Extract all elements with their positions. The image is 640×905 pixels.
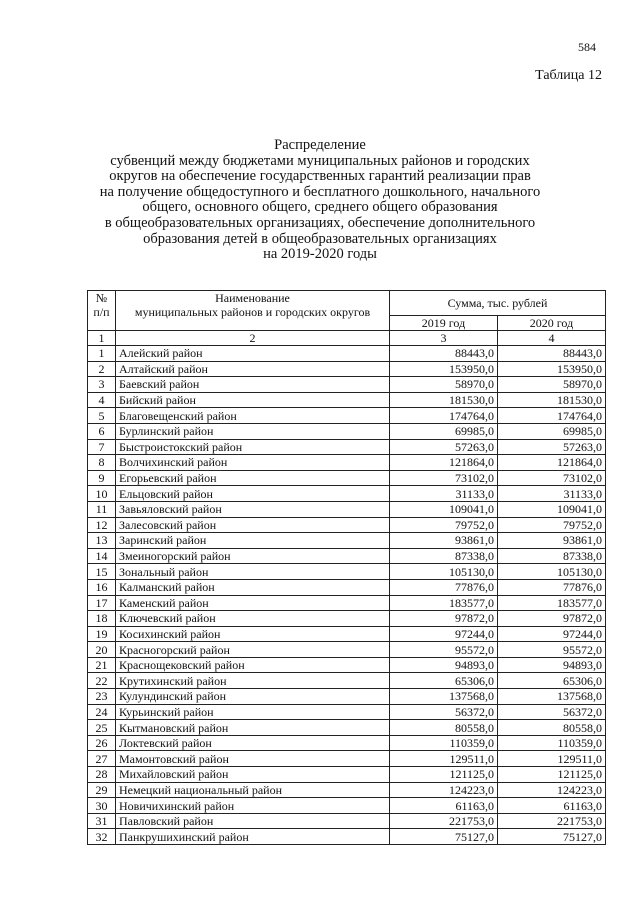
district-name: Залесовский район	[116, 517, 390, 533]
row-number: 6	[88, 423, 116, 439]
amount-2019: 105130,0	[390, 564, 498, 580]
amount-2020: 121125,0	[498, 767, 606, 783]
amount-2019: 95572,0	[390, 642, 498, 658]
row-number: 16	[88, 579, 116, 595]
district-name: Зональный район	[116, 564, 390, 580]
header-number	[88, 291, 116, 331]
district-name: Ключевский район	[116, 611, 390, 627]
row-number: 7	[88, 439, 116, 455]
amount-2020: 109041,0	[498, 501, 606, 517]
row-number: 29	[88, 782, 116, 798]
row-number: 9	[88, 470, 116, 486]
district-name: Мамонтовский район	[116, 751, 390, 767]
district-name: Михайловский район	[116, 767, 390, 783]
table-row	[88, 626, 606, 642]
title-line: общего, основного общего, среднего общего образования	[142, 199, 498, 216]
amount-2020: 58970,0	[498, 377, 606, 393]
district-name: Бийский район	[116, 392, 390, 408]
table-row	[88, 595, 606, 611]
row-number: 13	[88, 533, 116, 549]
row-number: 26	[88, 735, 116, 751]
subsidy-table	[87, 290, 606, 845]
amount-2020: 105130,0	[498, 564, 606, 580]
row-number: 11	[88, 501, 116, 517]
district-name: Курьинский район	[116, 704, 390, 720]
amount-2020: 129511,0	[498, 751, 606, 767]
district-name: Бурлинский район	[116, 423, 390, 439]
amount-2019: 79752,0	[390, 517, 498, 533]
amount-2020: 121864,0	[498, 455, 606, 471]
amount-2020: 79752,0	[498, 517, 606, 533]
table-row	[88, 439, 606, 455]
title-line: на получение общедоступного и бесплатного дошкольного, начального	[99, 183, 541, 200]
row-number: 14	[88, 548, 116, 564]
row-number: 19	[88, 626, 116, 642]
amount-2019: 87338,0	[390, 548, 498, 564]
amount-2020: 137568,0	[498, 689, 606, 705]
amount-2020: 183577,0	[498, 595, 606, 611]
table-row	[88, 751, 606, 767]
row-number: 31	[88, 813, 116, 829]
amount-2020: 57263,0	[498, 439, 606, 455]
district-name: Ельцовский район	[116, 486, 390, 502]
amount-2019: 121125,0	[390, 767, 498, 783]
amount-2020: 174764,0	[498, 408, 606, 424]
amount-2019: 110359,0	[390, 735, 498, 751]
row-number: 24	[88, 704, 116, 720]
district-name: Алтайский район	[116, 361, 390, 377]
column-number: 3	[390, 331, 498, 346]
table-row	[88, 564, 606, 580]
amount-2019: 124223,0	[390, 782, 498, 798]
district-name: Кулундинский район	[116, 689, 390, 705]
table-label: Таблица 12	[535, 68, 602, 83]
table-row	[88, 470, 606, 486]
header-name-line1: Наименование	[215, 291, 290, 305]
amount-2020: 61163,0	[498, 798, 606, 814]
row-number: 17	[88, 595, 116, 611]
district-name: Заринский район	[116, 533, 390, 549]
row-number: 22	[88, 673, 116, 689]
amount-2020: 65306,0	[498, 673, 606, 689]
table-row	[88, 408, 606, 424]
district-name: Благовещенский район	[116, 408, 390, 424]
district-name: Змеиногорский район	[116, 548, 390, 564]
title-line: на 2019-2020 годы	[263, 246, 377, 263]
amount-2019: 174764,0	[390, 408, 498, 424]
amount-2019: 88443,0	[390, 346, 498, 362]
district-name: Локтевский район	[116, 735, 390, 751]
amount-2020: 77876,0	[498, 579, 606, 595]
row-number: 5	[88, 408, 116, 424]
column-number: 2	[116, 331, 390, 346]
amount-2020: 110359,0	[498, 735, 606, 751]
table-row	[88, 735, 606, 751]
title-line: округов на обеспечение государственных гарантий реализации прав	[109, 168, 531, 185]
table-row	[88, 689, 606, 705]
table-row	[88, 704, 606, 720]
header-year-2019: 2019 год	[390, 316, 498, 331]
table-row	[88, 720, 606, 736]
amount-2020: 153950,0	[498, 361, 606, 377]
district-name: Быстроистокский район	[116, 439, 390, 455]
amount-2020: 221753,0	[498, 813, 606, 829]
page-number: 584	[578, 40, 596, 54]
amount-2020: 31133,0	[498, 486, 606, 502]
district-name: Баевский район	[116, 377, 390, 393]
row-number: 18	[88, 611, 116, 627]
header-name	[116, 291, 390, 331]
amount-2020: 73102,0	[498, 470, 606, 486]
table-row	[88, 829, 606, 845]
row-number: 2	[88, 361, 116, 377]
row-number: 32	[88, 829, 116, 845]
amount-2019: 121864,0	[390, 455, 498, 471]
amount-2020: 56372,0	[498, 704, 606, 720]
table-row	[88, 548, 606, 564]
header-year-2020: 2020 год	[498, 316, 606, 331]
row-number: 10	[88, 486, 116, 502]
table-row	[88, 813, 606, 829]
row-number: 8	[88, 455, 116, 471]
table-row	[88, 392, 606, 408]
amount-2019: 31133,0	[390, 486, 498, 502]
row-number: 15	[88, 564, 116, 580]
district-name: Панкрушихинский район	[116, 829, 390, 845]
amount-2020: 94893,0	[498, 657, 606, 673]
amount-2020: 93861,0	[498, 533, 606, 549]
district-name: Новичихинский район	[116, 798, 390, 814]
row-number: 4	[88, 392, 116, 408]
district-name: Красногорский район	[116, 642, 390, 658]
amount-2019: 97244,0	[390, 626, 498, 642]
amount-2020: 97872,0	[498, 611, 606, 627]
table-row	[88, 533, 606, 549]
district-name: Кытмановский район	[116, 720, 390, 736]
table-row	[88, 782, 606, 798]
amount-2020: 87338,0	[498, 548, 606, 564]
amount-2019: 80558,0	[390, 720, 498, 736]
column-number: 1	[88, 331, 116, 346]
row-number: 23	[88, 689, 116, 705]
amount-2020: 88443,0	[498, 346, 606, 362]
amount-2020: 181530,0	[498, 392, 606, 408]
row-number: 30	[88, 798, 116, 814]
table-row	[88, 455, 606, 471]
amount-2019: 57263,0	[390, 439, 498, 455]
amount-2020: 69985,0	[498, 423, 606, 439]
title-line: образования детей в общеобразовательных организациях	[143, 230, 497, 247]
table-row	[88, 767, 606, 783]
row-number: 3	[88, 377, 116, 393]
column-number-row	[88, 331, 606, 346]
table-row	[88, 361, 606, 377]
amount-2019: 75127,0	[390, 829, 498, 845]
amount-2019: 153950,0	[390, 361, 498, 377]
header-sum: Сумма, тыс. рублей	[390, 291, 606, 316]
amount-2019: 77876,0	[390, 579, 498, 595]
row-number: 12	[88, 517, 116, 533]
row-number: 21	[88, 657, 116, 673]
table-row	[88, 673, 606, 689]
amount-2019: 94893,0	[390, 657, 498, 673]
amount-2019: 181530,0	[390, 392, 498, 408]
amount-2019: 58970,0	[390, 377, 498, 393]
row-number: 28	[88, 767, 116, 783]
amount-2019: 73102,0	[390, 470, 498, 486]
district-name: Крутихинский район	[116, 673, 390, 689]
amount-2019: 221753,0	[390, 813, 498, 829]
table-row	[88, 642, 606, 658]
amount-2019: 183577,0	[390, 595, 498, 611]
district-name: Павловский район	[116, 813, 390, 829]
document-title	[80, 138, 560, 263]
table-row	[88, 423, 606, 439]
title-line: Распределение	[274, 137, 366, 153]
amount-2020: 80558,0	[498, 720, 606, 736]
amount-2019: 69985,0	[390, 423, 498, 439]
district-name: Егорьевский район	[116, 470, 390, 486]
district-name: Косихинский район	[116, 626, 390, 642]
table-row	[88, 611, 606, 627]
table-row	[88, 579, 606, 595]
district-name: Волчихинский район	[116, 455, 390, 471]
district-name: Алейский район	[116, 346, 390, 362]
amount-2019: 61163,0	[390, 798, 498, 814]
amount-2019: 56372,0	[390, 704, 498, 720]
amount-2020: 97244,0	[498, 626, 606, 642]
amount-2020: 95572,0	[498, 642, 606, 658]
table-row	[88, 346, 606, 362]
table-row	[88, 377, 606, 393]
district-name: Завьяловский район	[116, 501, 390, 517]
header-number-sign: №	[95, 291, 108, 305]
amount-2020: 124223,0	[498, 782, 606, 798]
amount-2020: 75127,0	[498, 829, 606, 845]
amount-2019: 93861,0	[390, 533, 498, 549]
column-number: 4	[498, 331, 606, 346]
district-name: Краснощековский район	[116, 657, 390, 673]
district-name: Калманский район	[116, 579, 390, 595]
row-number: 27	[88, 751, 116, 767]
title-line: субвенций между бюджетами муниципальных районов и городских	[110, 152, 530, 169]
table-row	[88, 501, 606, 517]
table-row	[88, 486, 606, 502]
amount-2019: 65306,0	[390, 673, 498, 689]
title-line: в общеобразовательных организациях, обеспечение дополнительного	[104, 214, 536, 231]
amount-2019: 137568,0	[390, 689, 498, 705]
row-number: 25	[88, 720, 116, 736]
amount-2019: 97872,0	[390, 611, 498, 627]
amount-2019: 109041,0	[390, 501, 498, 517]
header-number-abbrev: п/п	[93, 305, 110, 319]
row-number: 20	[88, 642, 116, 658]
row-number: 1	[88, 346, 116, 362]
table-row	[88, 657, 606, 673]
district-name: Немецкий национальный район	[116, 782, 390, 798]
table-row	[88, 517, 606, 533]
header-name-line2: муниципальных районов и городских округов	[134, 305, 371, 319]
table-row	[88, 798, 606, 814]
district-name: Каменский район	[116, 595, 390, 611]
amount-2019: 129511,0	[390, 751, 498, 767]
